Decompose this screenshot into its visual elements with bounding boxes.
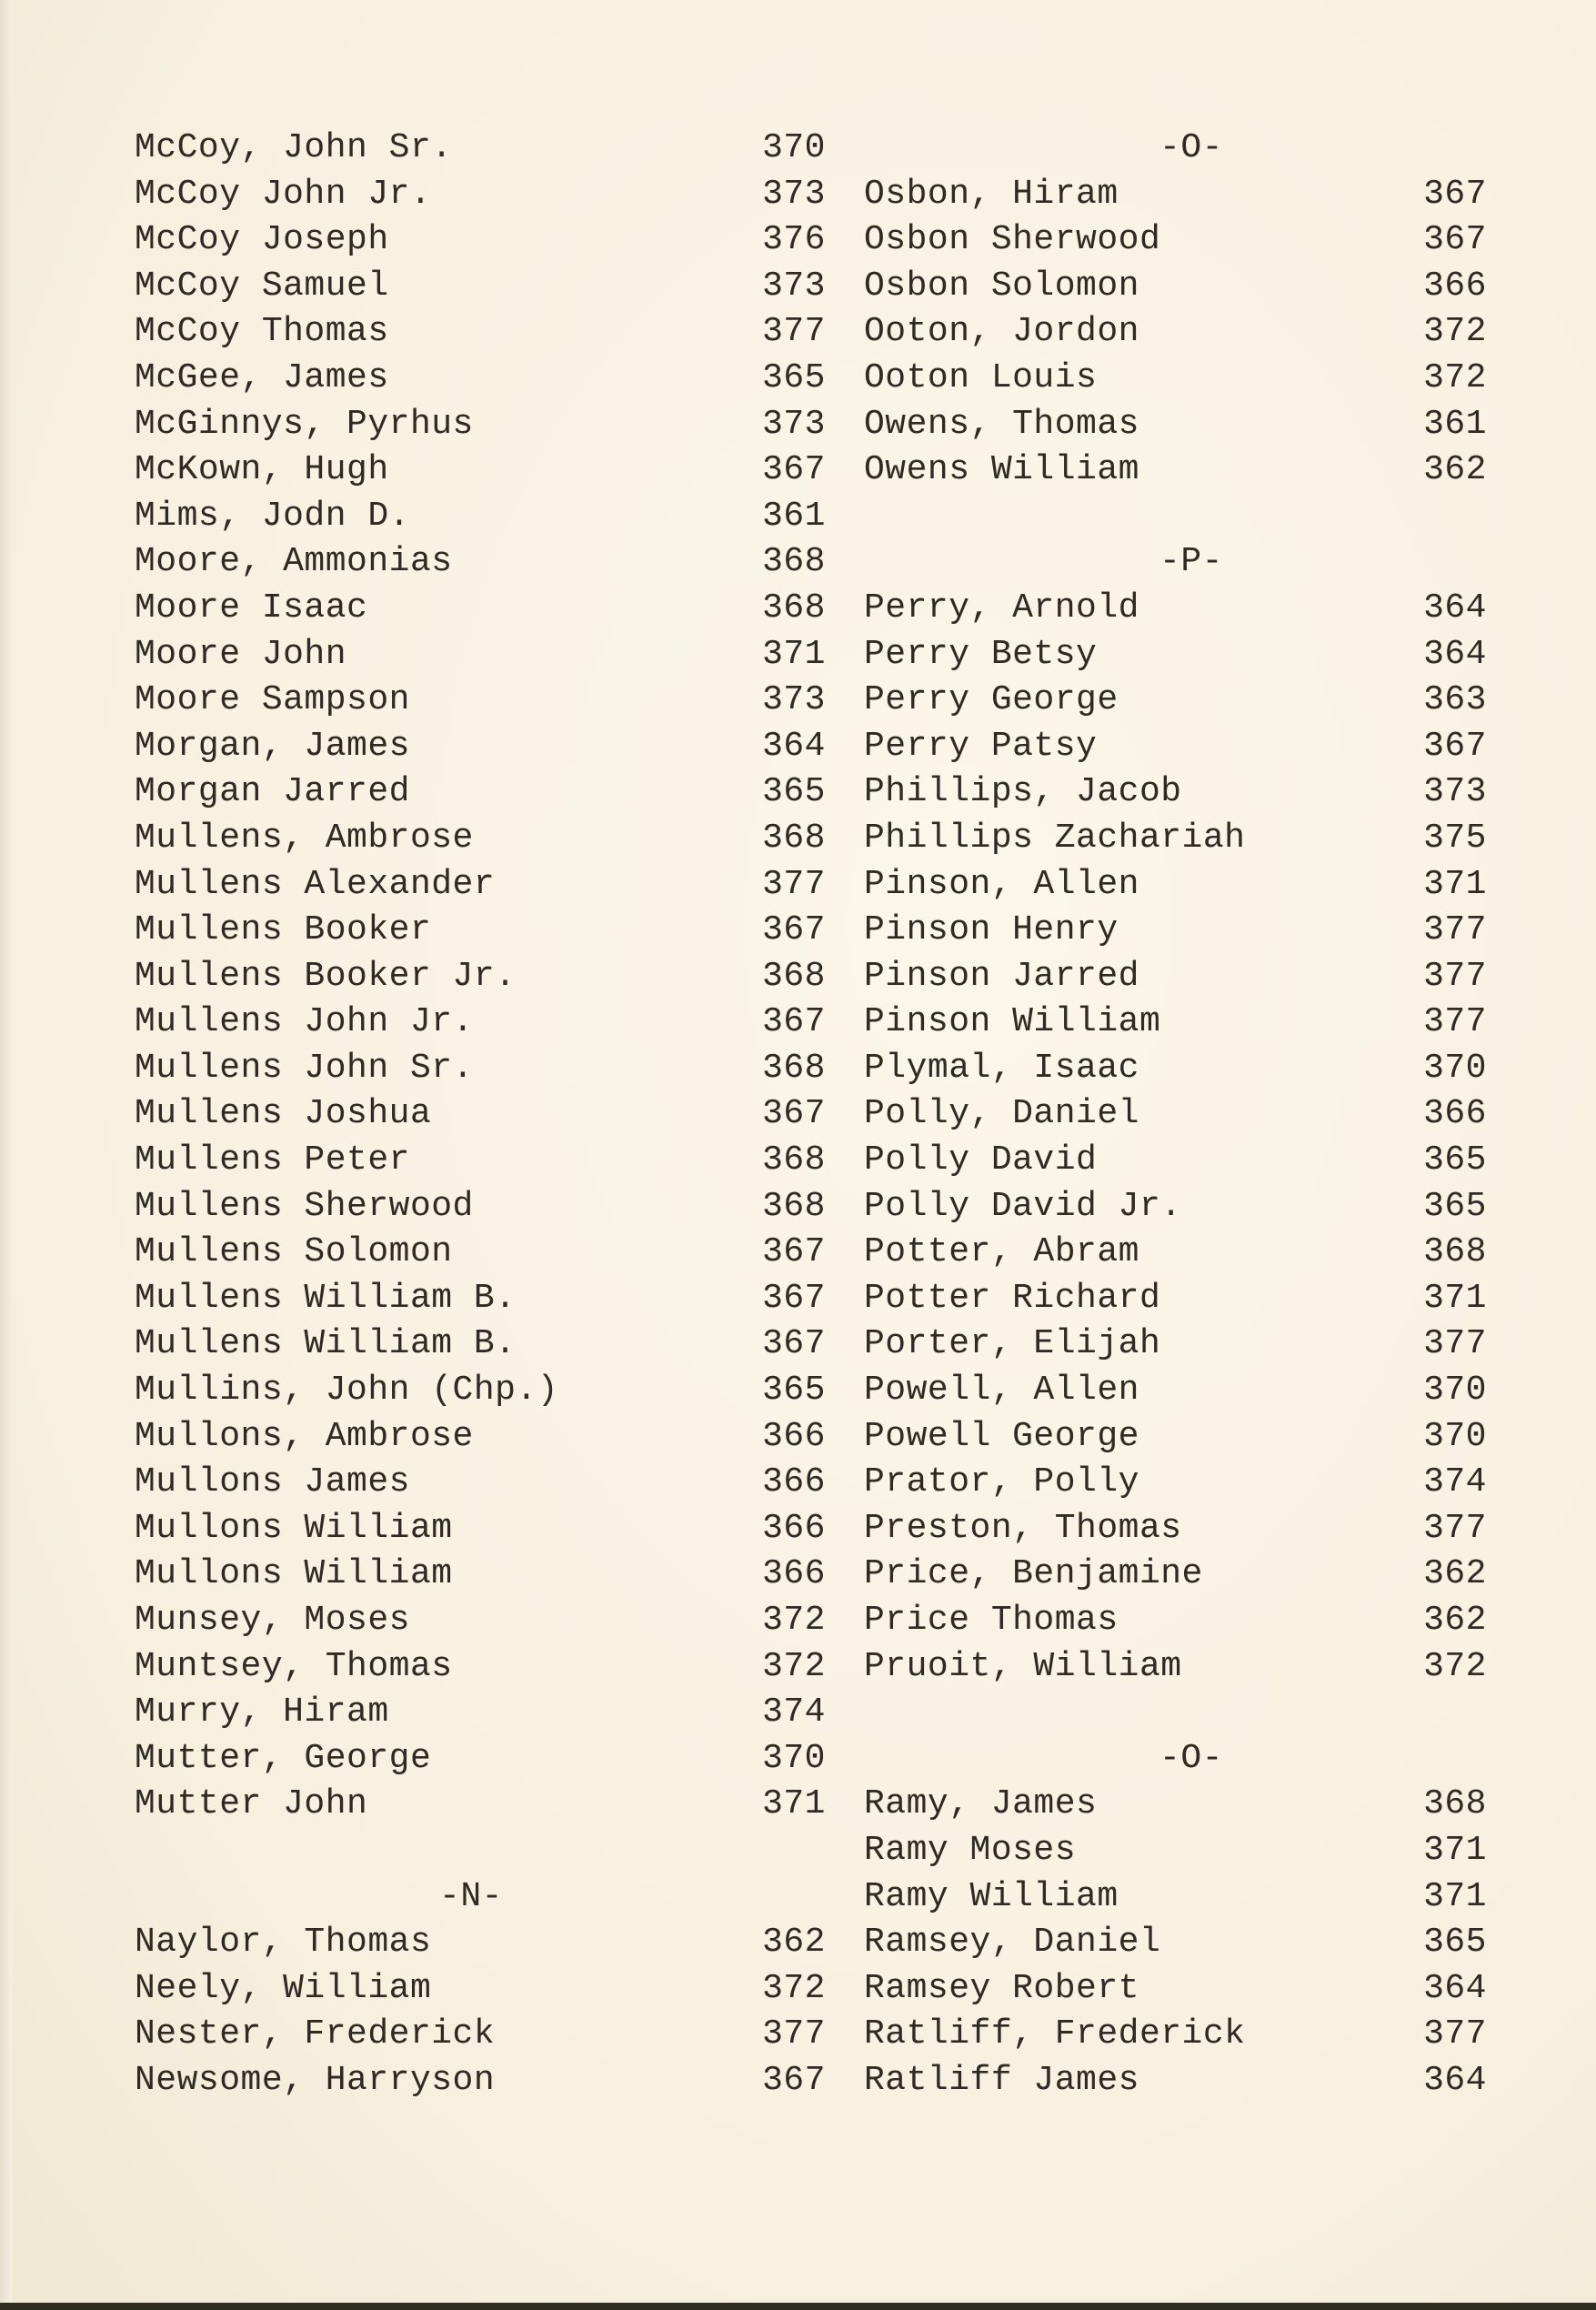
index-entry <box>864 1230 1519 1276</box>
section-letter-heading: -O- <box>1159 1738 1223 1778</box>
entry-name: Mullens Joshua <box>135 1094 432 1134</box>
entry-name: Ramy William <box>864 1876 1119 1916</box>
entry-page-number: 367 <box>762 450 826 490</box>
index-entry <box>135 1046 826 1092</box>
entry-page-number: 365 <box>762 357 826 397</box>
entry-page-number: 362 <box>762 1923 826 1963</box>
entry-page-number: 372 <box>762 1601 826 1640</box>
page-edge-shadow <box>0 0 13 2310</box>
entry-page-number: 366 <box>1423 1094 1487 1134</box>
entry-page-number: 368 <box>762 956 826 996</box>
index-entry <box>135 172 826 218</box>
index-entry <box>135 264 826 310</box>
entry-page-number: 372 <box>762 1968 826 2008</box>
entry-name: Perry, Arnold <box>864 588 1139 628</box>
entry-name: McCoy Joseph <box>135 220 389 260</box>
entry-name: Owens, Thomas <box>864 404 1139 444</box>
index-entry <box>864 1460 1519 1506</box>
entry-name: Mims, Jodn D. <box>135 496 410 536</box>
index-entry <box>864 402 1519 448</box>
entry-page-number: 364 <box>1423 2060 1487 2100</box>
entry-page-number: 372 <box>1423 357 1487 397</box>
index-entry <box>135 1138 826 1184</box>
entry-page-number: 361 <box>762 496 826 536</box>
index-entry <box>864 217 1519 264</box>
index-entry <box>135 1414 826 1461</box>
index-entry <box>135 724 826 770</box>
index-entry <box>864 1874 1519 1921</box>
entry-name: Pinson William <box>864 1002 1161 1042</box>
entry-page-number: 362 <box>1423 1601 1487 1640</box>
entry-page-number: 374 <box>1423 1462 1487 1502</box>
entry-name: Potter Richard <box>864 1278 1161 1318</box>
entry-page-number: 373 <box>762 266 826 306</box>
entry-page-number: 370 <box>762 1738 826 1778</box>
entry-page-number: 365 <box>762 1371 826 1411</box>
entry-name: Ramsey Robert <box>864 1968 1139 2008</box>
entry-name: Pinson Jarred <box>864 956 1139 996</box>
entry-page-number: 364 <box>1423 1968 1487 2008</box>
index-entry <box>135 1644 826 1691</box>
index-entry <box>135 632 826 678</box>
index-entry <box>864 1920 1519 1966</box>
entry-name: Nester, Frederick <box>135 2014 496 2054</box>
entry-page-number: 377 <box>1423 910 1487 950</box>
index-entry <box>864 264 1519 310</box>
entry-page-number: 367 <box>1423 174 1487 214</box>
entry-page-number: 371 <box>762 1784 826 1824</box>
entry-page-number: 377 <box>1423 1324 1487 1364</box>
index-entry <box>864 769 1519 816</box>
entry-name: Powell, Allen <box>864 1371 1139 1411</box>
index-entry <box>864 1368 1519 1414</box>
blank-line <box>864 1690 1519 1736</box>
entry-name: McCoy Samuel <box>135 266 389 306</box>
entry-page-number: 365 <box>762 772 826 812</box>
entry-page-number: 366 <box>1423 266 1487 306</box>
entry-name: Mullens John Jr. <box>135 1002 474 1042</box>
index-entry <box>135 539 826 586</box>
index-entry <box>135 1598 826 1644</box>
entry-name: Perry Patsy <box>864 726 1098 766</box>
index-entry <box>135 494 826 540</box>
entry-name: McCoy John Jr. <box>135 174 432 214</box>
entry-name: Mullens Booker Jr. <box>135 956 517 996</box>
index-entry <box>135 908 826 954</box>
entry-name: Mullons William <box>135 1508 453 1548</box>
entry-page-number: 365 <box>1423 1140 1487 1180</box>
entry-name: Ramsey, Daniel <box>864 1923 1161 1963</box>
index-entry <box>135 1966 826 2013</box>
entry-name: Potter, Abram <box>864 1232 1139 1272</box>
entry-page-number: 367 <box>762 1232 826 1272</box>
entry-name: Ooton Louis <box>864 357 1098 397</box>
index-entry <box>864 1966 1519 2013</box>
entry-name: Phillips, Jacob <box>864 772 1182 812</box>
entry-name: Mutter, George <box>135 1738 432 1778</box>
index-entry <box>135 356 826 402</box>
index-entry <box>135 2012 826 2058</box>
entry-name: Moore Sampson <box>135 680 410 720</box>
entry-name: Price Thomas <box>864 1601 1119 1640</box>
entry-page-number: 362 <box>1423 450 1487 490</box>
index-entry <box>135 1920 826 1966</box>
section-letter-heading: -N- <box>439 1876 503 1916</box>
entry-page-number: 364 <box>762 726 826 766</box>
entry-page-number: 371 <box>1423 1278 1487 1318</box>
index-entry <box>135 1460 826 1506</box>
index-entry <box>135 586 826 632</box>
entry-name: Mullons William <box>135 1554 453 1594</box>
entry-page-number: 377 <box>1423 1508 1487 1548</box>
index-entry <box>864 1184 1519 1230</box>
entry-name: Ramy Moses <box>864 1830 1077 1870</box>
entry-name: Neely, William <box>135 1968 432 2008</box>
entry-page-number: 365 <box>1423 1186 1487 1226</box>
entry-page-number: 370 <box>1423 1371 1487 1411</box>
index-entry <box>864 356 1519 402</box>
entry-name: Ratliff James <box>864 2060 1139 2100</box>
entry-name: Perry Betsy <box>864 634 1098 674</box>
entry-name: Owens William <box>864 450 1139 490</box>
index-entry <box>135 1736 826 1783</box>
entry-name: Polly, Daniel <box>864 1094 1139 1134</box>
entry-name: Osbon Sherwood <box>864 220 1161 260</box>
index-entry <box>864 1321 1519 1368</box>
entry-name: Mullens William B. <box>135 1324 517 1364</box>
entry-page-number: 370 <box>762 128 826 167</box>
entry-name: Mullens, Ambrose <box>135 818 474 858</box>
entry-page-number: 377 <box>762 864 826 904</box>
entry-page-number: 367 <box>762 1002 826 1042</box>
entry-page-number: 364 <box>1423 634 1487 674</box>
entry-name: Morgan Jarred <box>135 772 410 812</box>
entry-page-number: 373 <box>762 680 826 720</box>
entry-name: Mullons James <box>135 1462 410 1502</box>
index-entry <box>135 217 826 264</box>
index-entry <box>864 309 1519 356</box>
entry-page-number: 366 <box>762 1416 826 1456</box>
index-entry <box>864 1782 1519 1828</box>
index-entry <box>864 447 1519 494</box>
index-entry <box>135 402 826 448</box>
entry-name: Porter, Elijah <box>864 1324 1161 1364</box>
index-entry <box>135 1782 826 1828</box>
entry-page-number: 367 <box>762 1094 826 1134</box>
entry-name: Mullens Alexander <box>135 864 496 904</box>
index-entry <box>864 724 1519 770</box>
entry-name: Mullons, Ambrose <box>135 1416 474 1456</box>
index-entry <box>864 678 1519 724</box>
entry-name: Mutter John <box>135 1784 368 1824</box>
entry-page-number: 366 <box>762 1554 826 1594</box>
entry-name: McGinnys, Pyrhus <box>135 404 474 444</box>
entry-page-number: 367 <box>1423 726 1487 766</box>
entry-page-number: 368 <box>762 542 826 582</box>
index-column-left <box>135 126 826 2104</box>
index-entry <box>135 1184 826 1230</box>
entry-page-number: 373 <box>1423 772 1487 812</box>
entry-page-number: 366 <box>762 1462 826 1502</box>
entry-name: Moore John <box>135 634 347 674</box>
entry-page-number: 367 <box>1423 220 1487 260</box>
index-entry <box>135 309 826 356</box>
entry-page-number: 371 <box>1423 864 1487 904</box>
index-entry <box>135 1552 826 1598</box>
entry-name: Moore Isaac <box>135 588 368 628</box>
entry-name: Polly David Jr. <box>864 1186 1182 1226</box>
index-entry <box>864 1552 1519 1598</box>
entry-page-number: 372 <box>762 1646 826 1686</box>
entry-page-number: 366 <box>762 1508 826 1548</box>
index-entry <box>864 1138 1519 1184</box>
entry-page-number: 367 <box>762 1278 826 1318</box>
entry-page-number: 370 <box>1423 1048 1487 1088</box>
entry-name: Murry, Hiram <box>135 1692 389 1732</box>
entry-page-number: 362 <box>1423 1554 1487 1594</box>
index-entry <box>864 1276 1519 1322</box>
entry-page-number: 371 <box>1423 1876 1487 1916</box>
entry-page-number: 371 <box>762 634 826 674</box>
entry-page-number: 373 <box>762 404 826 444</box>
entry-name: McKown, Hugh <box>135 450 389 490</box>
entry-name: Mullens Sherwood <box>135 1186 474 1226</box>
entry-page-number: 370 <box>1423 1416 1487 1456</box>
entry-page-number: 367 <box>762 910 826 950</box>
entry-page-number: 377 <box>762 2014 826 2054</box>
index-column-right <box>864 126 1519 2104</box>
entry-page-number: 377 <box>1423 1002 1487 1042</box>
entry-name: Pinson Henry <box>864 910 1119 950</box>
entry-page-number: 375 <box>1423 818 1487 858</box>
entry-page-number: 368 <box>762 1186 826 1226</box>
index-entry <box>864 1414 1519 1461</box>
index-entry <box>135 954 826 1000</box>
index-entry <box>864 1506 1519 1552</box>
entry-page-number: 376 <box>762 220 826 260</box>
index-entry <box>864 862 1519 909</box>
entry-page-number: 368 <box>762 818 826 858</box>
entry-page-number: 364 <box>1423 588 1487 628</box>
entry-name: Ramy, James <box>864 1784 1098 1824</box>
index-entry <box>864 2058 1519 2104</box>
index-entry <box>864 172 1519 218</box>
entry-page-number: 368 <box>762 1048 826 1088</box>
page-bottom-edge <box>0 2303 1596 2310</box>
entry-name: Morgan, James <box>135 726 410 766</box>
index-entry <box>864 999 1519 1046</box>
index-entry <box>864 586 1519 632</box>
entry-page-number: 363 <box>1423 680 1487 720</box>
index-entry <box>864 1046 1519 1092</box>
entry-name: Phillips Zachariah <box>864 818 1246 858</box>
entry-name: Prator, Polly <box>864 1462 1139 1502</box>
entry-page-number: 374 <box>762 1692 826 1732</box>
entry-name: Mullens John Sr. <box>135 1048 474 1088</box>
entry-name: Price, Benjamine <box>864 1554 1203 1594</box>
entry-page-number: 367 <box>762 1324 826 1364</box>
entry-name: Naylor, Thomas <box>135 1923 432 1963</box>
index-entry <box>135 1276 826 1322</box>
entry-page-number: 373 <box>762 174 826 214</box>
entry-page-number: 368 <box>762 588 826 628</box>
index-entry <box>135 1230 826 1276</box>
entry-page-number: 368 <box>1423 1232 1487 1272</box>
entry-page-number: 377 <box>1423 2014 1487 2054</box>
index-entry <box>135 447 826 494</box>
entry-name: Ooton, Jordon <box>864 312 1139 352</box>
entry-name: Mullins, John (Chp.) <box>135 1371 559 1411</box>
entry-name: Osbon, Hiram <box>864 174 1119 214</box>
index-entry <box>864 632 1519 678</box>
entry-name: Pinson, Allen <box>864 864 1139 904</box>
index-entry <box>864 1644 1519 1691</box>
index-entry <box>135 862 826 909</box>
index-entry <box>135 1690 826 1736</box>
index-entry <box>135 1321 826 1368</box>
entry-page-number: 361 <box>1423 404 1487 444</box>
index-entry <box>864 1828 1519 1874</box>
blank-line <box>864 494 1519 540</box>
entry-name: Mullens Solomon <box>135 1232 453 1272</box>
entry-page-number: 377 <box>1423 956 1487 996</box>
index-entry <box>864 1091 1519 1138</box>
entry-page-number: 368 <box>762 1140 826 1180</box>
entry-name: McCoy Thomas <box>135 312 389 352</box>
entry-name: Munsey, Moses <box>135 1601 410 1640</box>
index-entry <box>864 2012 1519 2058</box>
entry-page-number: 377 <box>762 312 826 352</box>
entry-name: Muntsey, Thomas <box>135 1646 453 1686</box>
section-letter-heading: -O- <box>1159 128 1223 167</box>
entry-page-number: 372 <box>1423 1646 1487 1686</box>
entry-page-number: 367 <box>762 2060 826 2100</box>
index-entry <box>864 816 1519 862</box>
entry-name: Preston, Thomas <box>864 1508 1182 1548</box>
entry-name: Polly David <box>864 1140 1098 1180</box>
entry-name: Powell George <box>864 1416 1139 1456</box>
entry-name: Plymal, Isaac <box>864 1048 1139 1088</box>
index-entry <box>135 816 826 862</box>
index-entry <box>135 678 826 724</box>
index-entry <box>864 954 1519 1000</box>
entry-name: Osbon Solomon <box>864 266 1139 306</box>
entry-name: Newsome, Harryson <box>135 2060 496 2100</box>
entry-name: Mullens Booker <box>135 910 432 950</box>
entry-name: McCoy, John Sr. <box>135 128 453 167</box>
index-entry <box>864 908 1519 954</box>
entry-page-number: 372 <box>1423 312 1487 352</box>
index-entry <box>135 999 826 1046</box>
index-entry <box>864 1598 1519 1644</box>
entry-name: Moore, Ammonias <box>135 542 453 582</box>
entry-name: McGee, James <box>135 357 389 397</box>
entry-name: Perry George <box>864 680 1119 720</box>
index-entry <box>135 2058 826 2104</box>
index-entry <box>135 126 826 172</box>
index-entry <box>135 1506 826 1552</box>
entry-page-number: 371 <box>1423 1830 1487 1870</box>
entry-page-number: 368 <box>1423 1784 1487 1824</box>
entry-name: Ratliff, Frederick <box>864 2014 1246 2054</box>
entry-page-number: 365 <box>1423 1923 1487 1963</box>
section-letter-heading: -P- <box>1159 542 1223 582</box>
blank-line <box>135 1828 808 1874</box>
entry-name: Mullens William B. <box>135 1278 517 1318</box>
index-entry <box>135 1091 826 1138</box>
index-entry <box>135 1368 826 1414</box>
entry-name: Mullens Peter <box>135 1140 410 1180</box>
entry-name: Pruoit, William <box>864 1646 1182 1686</box>
index-entry <box>135 769 826 816</box>
